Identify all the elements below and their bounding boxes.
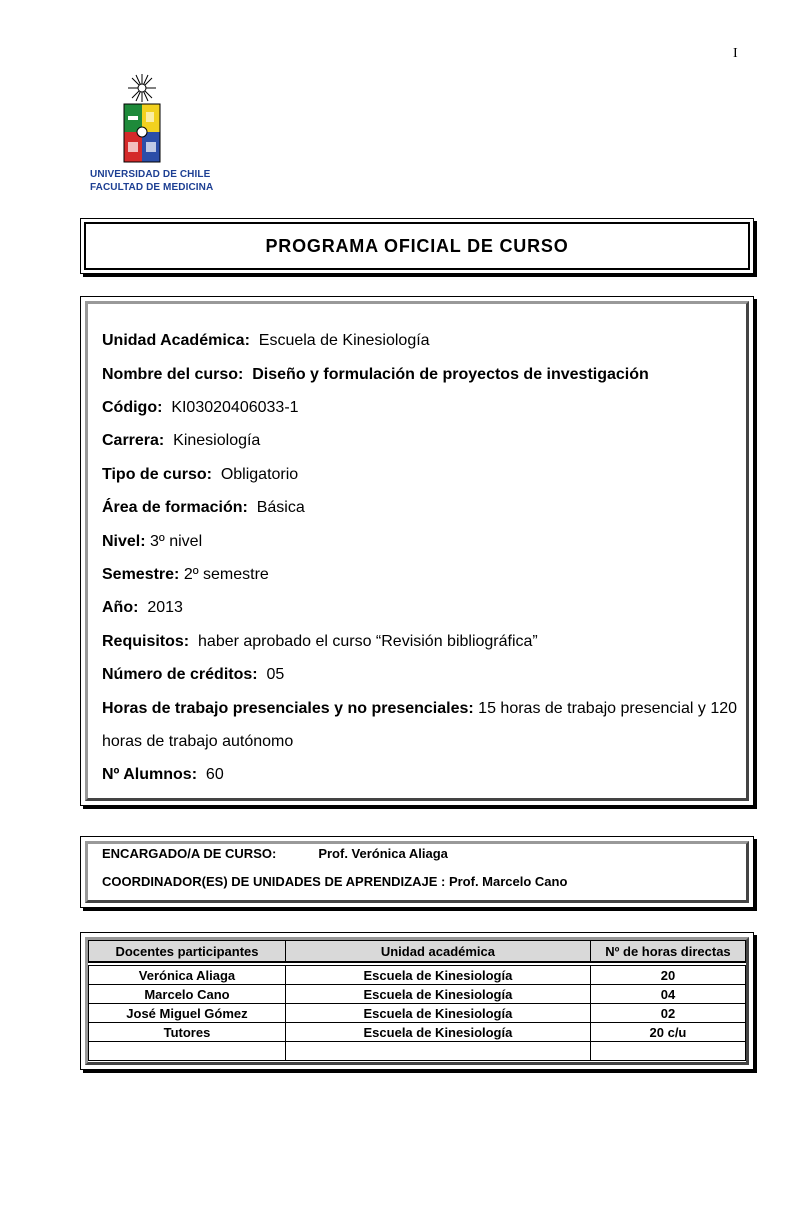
cell-docente: Marcelo Cano xyxy=(89,985,286,1004)
info-alumnos: Nº Alumnos: 60 xyxy=(102,766,224,783)
info-tipo: Tipo de curso: Obligatorio xyxy=(102,466,299,483)
cell-horas: 20 c/u xyxy=(590,1023,745,1042)
table-row xyxy=(89,1023,746,1042)
cell-unidad: Escuela de Kinesiología xyxy=(285,985,590,1004)
cell-unidad xyxy=(285,1042,590,1061)
info-carrera: Carrera: Kinesiología xyxy=(102,432,261,449)
info-semestre: Semestre: 2º semestre xyxy=(102,566,269,583)
cell-horas: 20 xyxy=(590,966,745,985)
cell-docente: José Miguel Gómez xyxy=(89,1004,286,1023)
info-ano: Año: 2013 xyxy=(102,599,183,616)
cell-unidad: Escuela de Kinesiología xyxy=(285,1004,590,1023)
info-unidad: Unidad Académica: Escuela de Kinesiología xyxy=(102,332,430,349)
cell-unidad: Escuela de Kinesiología xyxy=(285,966,590,985)
info-horas: Horas de trabajo presenciales y no presenciales: 15 horas de trabajo presencial y 120 xyxy=(102,700,738,717)
university-logo xyxy=(90,72,230,194)
info-horas-cont: horas de trabajo autónomo xyxy=(102,733,294,750)
info-codigo: Código: KI03020406033-1 xyxy=(102,399,299,416)
table-header-row xyxy=(89,941,746,963)
faculty-name: FACULTAD DE MEDICINA xyxy=(90,182,214,193)
page-title: PROGRAMA OFICIAL DE CURSO xyxy=(265,235,569,256)
table-row xyxy=(89,985,746,1004)
header-horas: Nº de horas directas xyxy=(590,941,745,963)
info-creditos: Número de créditos: 05 xyxy=(102,666,285,683)
cell-docente xyxy=(89,1042,286,1061)
table-row xyxy=(89,1004,746,1023)
cell-horas: 02 xyxy=(590,1004,745,1023)
encargado-line: ENCARGADO/A DE CURSO: Prof. Verónica Aliaga xyxy=(102,846,448,861)
cell-docente: Verónica Aliaga xyxy=(89,966,286,985)
info-area: Área de formación: Básica xyxy=(102,499,305,516)
table-row xyxy=(89,1042,746,1061)
coordinador-line: COORDINADOR(ES) DE UNIDADES DE APRENDIZAJE : Prof. Marcelo Cano xyxy=(102,874,568,889)
title-box xyxy=(80,218,754,274)
header-unidad: Unidad académica xyxy=(285,941,590,963)
info-requisitos: Requisitos: haber aprobado el curso “Revisión bibliográfica” xyxy=(102,633,538,650)
cell-unidad: Escuela de Kinesiología xyxy=(285,1023,590,1042)
header-docentes: Docentes participantes xyxy=(89,941,286,963)
table-row xyxy=(89,966,746,985)
page-number: I xyxy=(733,46,738,61)
info-nivel: Nivel: 3º nivel xyxy=(102,533,203,550)
cell-horas: 04 xyxy=(590,985,745,1004)
info-nombre: Nombre del curso: Diseño y formulación de proyectos de investigación xyxy=(102,366,649,383)
cell-docente: Tutores xyxy=(89,1023,286,1042)
university-crest-icon xyxy=(120,72,164,164)
cell-horas xyxy=(590,1042,745,1061)
university-name: UNIVERSIDAD DE CHILE xyxy=(90,169,211,180)
docentes-table xyxy=(88,940,746,1061)
